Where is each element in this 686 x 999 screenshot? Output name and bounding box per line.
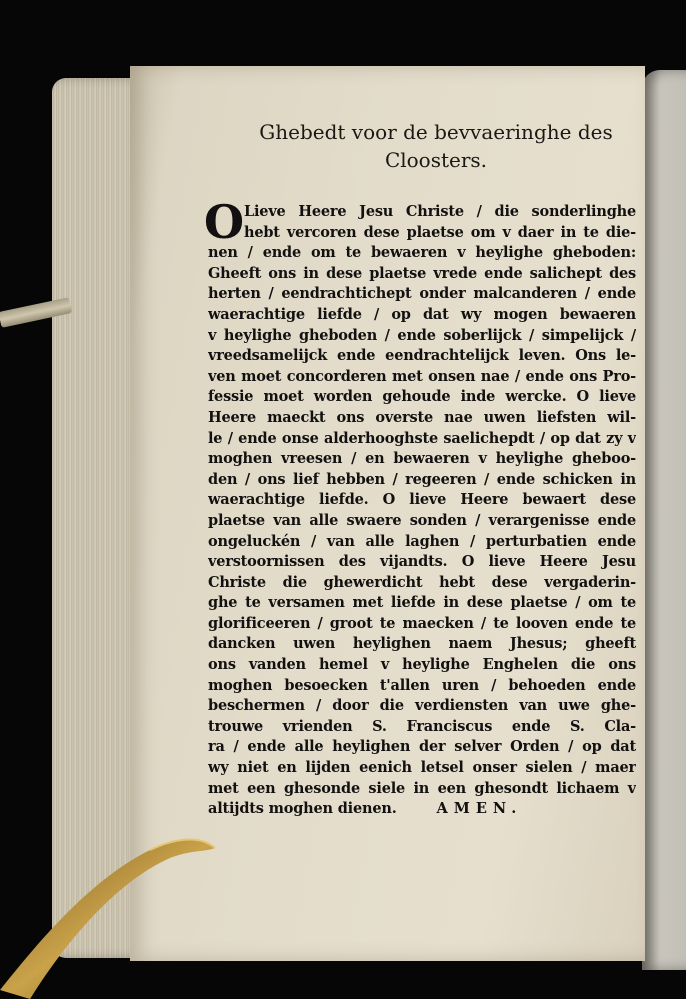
- text-line: waerachtige liefde. O lieve Heere bewaert dese: [208, 491, 636, 509]
- text-line: le / ende onse alderhooghste saelichepdt / op dat zy v: [208, 429, 636, 447]
- text-line: v heylighe gheboden / ende soberlijck / simpelijck /: [208, 326, 636, 344]
- text-line: den / ons lief hebben / regeeren / ende schicken in: [208, 470, 636, 488]
- text-line: moghen besoecken t'allen uren / behoeden ende: [208, 676, 636, 694]
- text-line: waerachtige liefde / op dat wy mogen bewaeren: [208, 305, 636, 323]
- text-line: trouwe vrienden S. Franciscus ende S. Cla-: [208, 717, 636, 735]
- prayer-body: [208, 202, 636, 820]
- text-line: ra / ende alle heylighen der selver Orden / op dat: [208, 738, 636, 756]
- text-line: Heere maeckt ons overste nae uwen liefsten wil-: [208, 408, 636, 426]
- text-line: met een ghesonde siele in een ghesondt lichaem v: [208, 779, 636, 797]
- text-line: nen / ende om te bewaeren v heylighe gheboden:: [208, 244, 636, 262]
- text-line: glorificeeren / groot te maecken / te looven ende te: [208, 614, 636, 632]
- text-line: ongeluckén / van alle laghen / perturbatien ende: [208, 532, 636, 550]
- text-line: herten / eendrachtichept onder malcanderen / ende: [208, 285, 636, 303]
- text-line: hebt vercoren dese plaetse om v daer in te die-: [244, 223, 636, 241]
- text-line: Gheeft ons in dese plaetse vrede ende salichept des: [208, 264, 636, 282]
- text-line: plaetse van alle swaere sonden / verargenisse ende: [208, 511, 636, 529]
- text-line: wy niet en lijden eenich letsel onser sielen / maer: [208, 759, 636, 777]
- golden-pointer-icon: [0, 820, 230, 999]
- text-line: dancken uwen heylighen naem Jhesus; gheeft: [208, 635, 636, 653]
- text-line: ghe te versamen met liefde in dese plaetse / om te: [208, 594, 636, 612]
- text-line: vreedsamelijck ende eendrachtelijck leven. Ons le-: [208, 347, 636, 365]
- text-line: beschermen / door die verdiensten van uwe ghe-: [208, 697, 636, 715]
- drop-cap: O: [204, 195, 245, 249]
- text-line: [208, 799, 636, 820]
- amen-text: AMEN.: [436, 800, 523, 818]
- text-line: fessie moet worden gehoude inde wercke. O lieve: [208, 388, 636, 406]
- text-line: moghen vreesen / en bewaeren v heylighe gheboo-: [208, 450, 636, 468]
- text-line: ven moet concorderen met onsen nae / ende ons Pro-: [208, 367, 636, 385]
- prayer-heading: [236, 118, 636, 174]
- text-line-content: altijdts moghen dienen.: [208, 800, 397, 818]
- heading-line-1: Ghebedt voor de bevvaeringhe des: [259, 120, 613, 144]
- text-line: ons vanden hemel v heylighe Enghelen die ons: [208, 656, 636, 674]
- facing-page: [642, 70, 686, 970]
- text-line: Lieve Heere Jesu Christe / die sonderlinghe: [244, 203, 636, 220]
- text-line: verstoornissen des vijandts. O lieve Heere Jesu: [208, 553, 636, 571]
- text-line: Christe die ghewerdicht hebt dese vergaderin-: [208, 573, 636, 591]
- heading-line-2: Cloosters.: [384, 148, 488, 172]
